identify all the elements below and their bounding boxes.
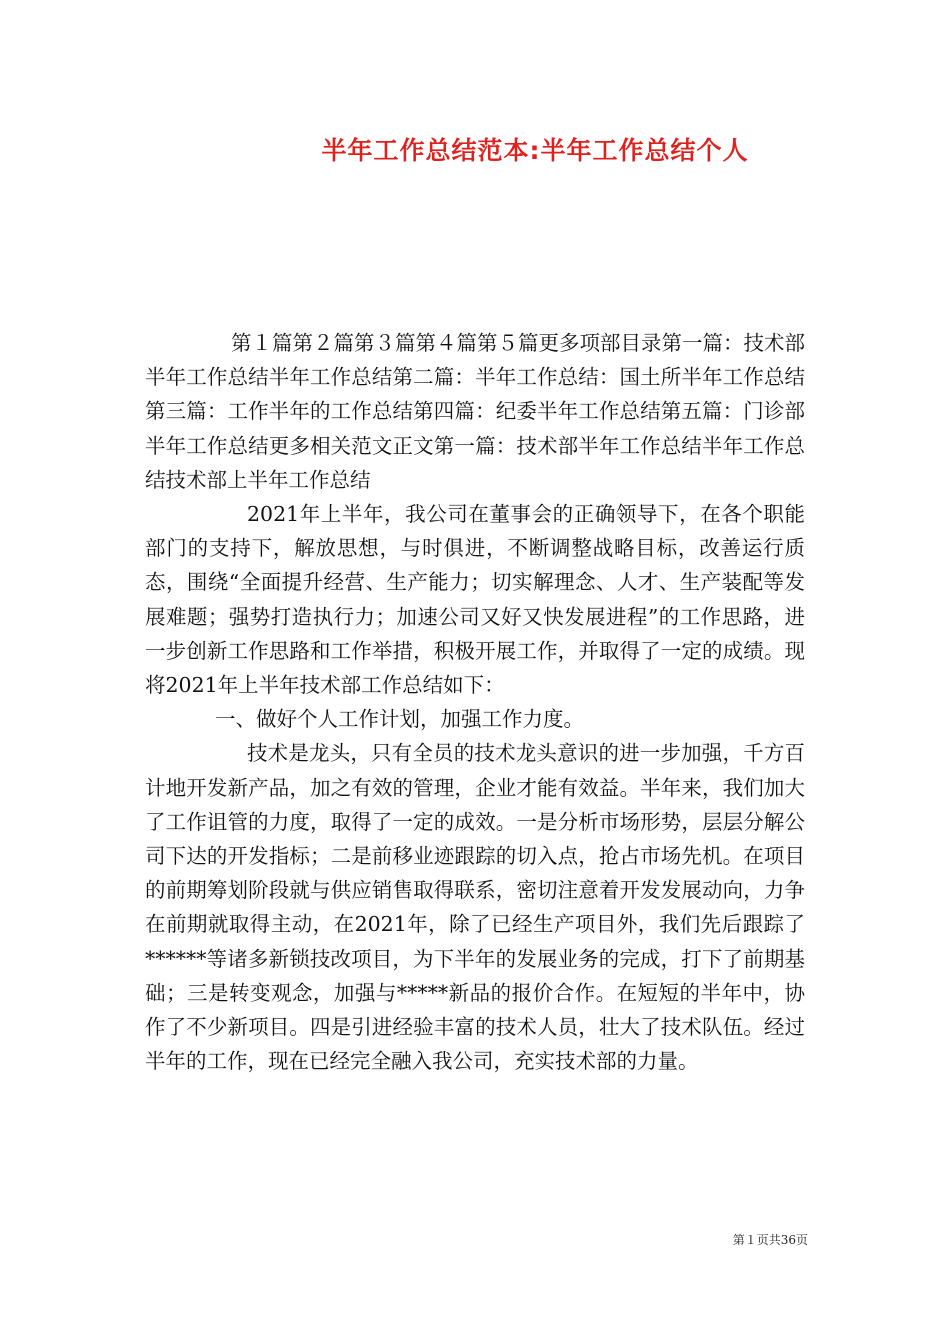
section-heading: 一、做好个人工作计划，加强工作力度。 xyxy=(215,707,584,732)
page-number-footer: 第１页共36页 xyxy=(732,1233,808,1247)
intro-paragraph: 2021年上半年，我公司在董事会的正确领导下，在各个职能部门的支持下，解放思想，与时俱进，不断调整战略目标，改善运行质态，围绕“全面提升经营、生产能力；切实解理念、人才、生产装配等发展难题；强势打造执行力；加速公司又好又快发展进程”的工作思路，进一步创新工作思路和工作举措，积极开展工作，并取得了一定的成绩。现将2021年上半年技术部工作总结如下： xyxy=(145,502,805,698)
page-title: 半年工作总结范本:半年工作总结个人 xyxy=(321,136,749,165)
toc-paragraph: 第１篇第２篇第３篇第４篇第５篇更多项部目录第一篇：技术部半年工作总结半年工作总结第二篇：半年工作总结：国土所半年工作总结第三篇：工作半年的工作总结第四篇：纪委半年工作总结第五篇：门诊部半年工作总结更多相关范文正文第一篇：技术部半年工作总结半年工作总结技术部上半年工作总结 xyxy=(145,331,805,492)
document-body xyxy=(145,326,805,1078)
section-body-paragraph: 技术是龙头，只有全员的技术龙头意识的进一步加强，千方百计地开发新产品，加之有效的管理，企业才能有效益。半年来，我们加大了工作诅管的力度，取得了一定的成效。一是分析市场形势，层层分解公司下达的开发指标；二是前移业迹跟踪的切入点，抢占市场先机。在项目的前期筹划阶段就与供应销售取得联系，密切注意着开发发展动向，力争在前期就取得主动，在2021年，除了已经生产项目外，我们先后跟踪了******等诸多新锁技改项目，为下半年的发展业务的完成，打下了前期基础；三是转变观念，加强与*****新品的报价合作。在短短的半年中，协作了不少新项目。四是引进经验丰富的技术人员，壮大了技术队伍。经过半年的工作，现在已经完全融入我公司，充实技术部的力量。 xyxy=(145,741,805,1074)
